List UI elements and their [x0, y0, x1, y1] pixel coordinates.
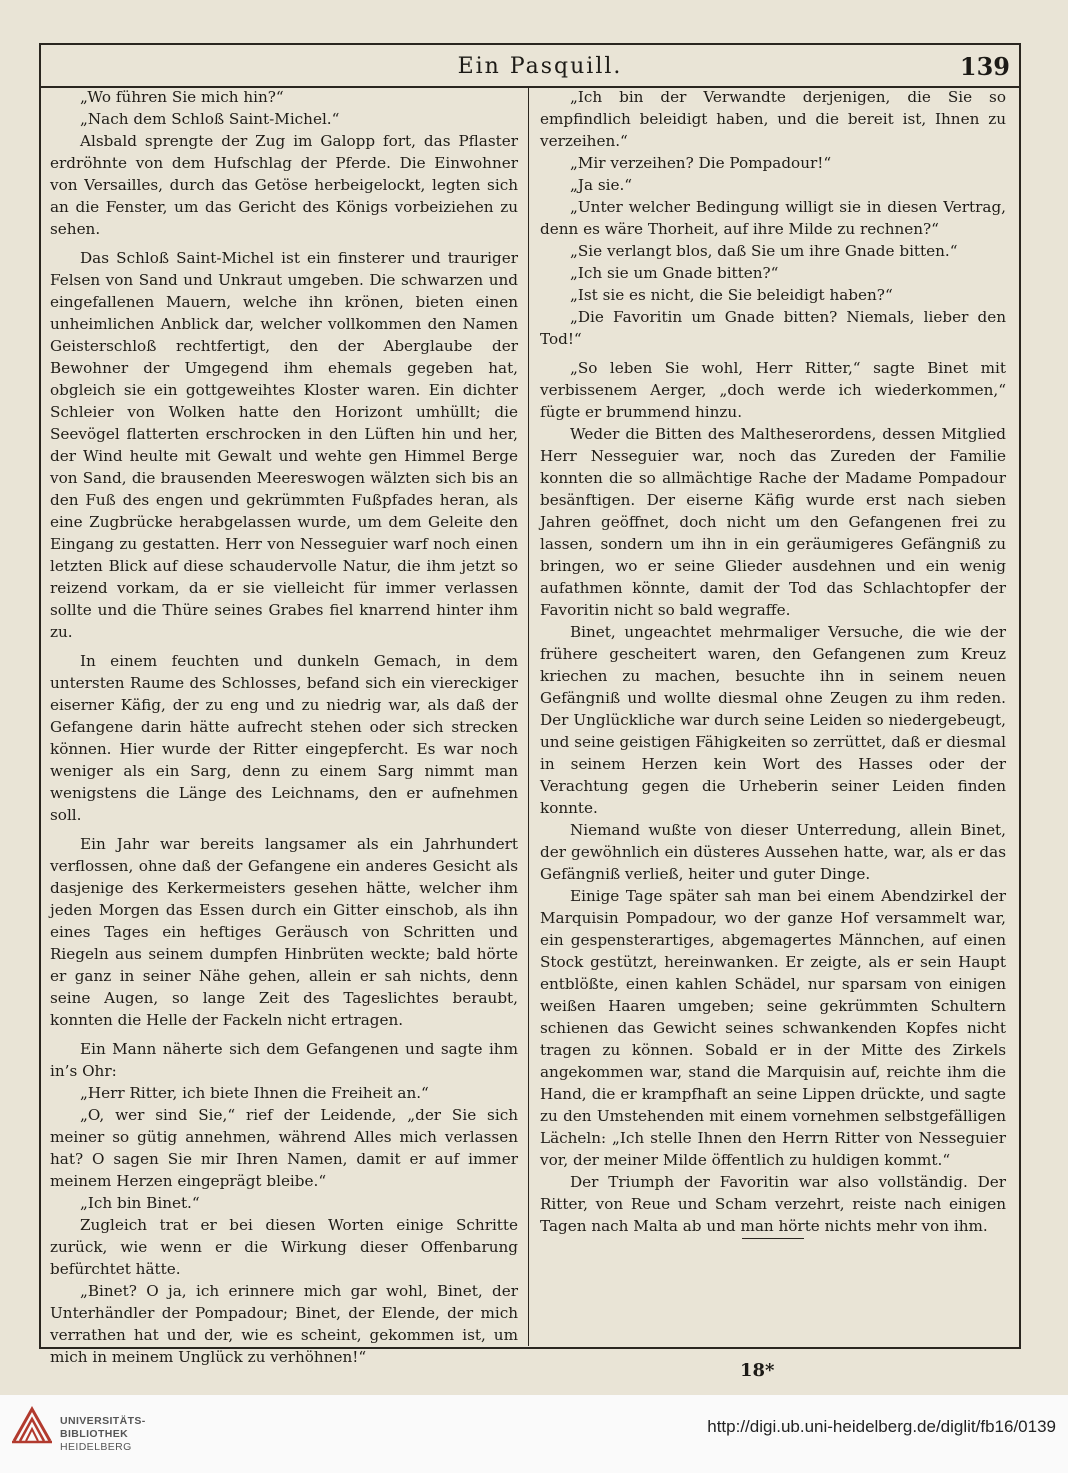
paragraph: Ein Jahr war bereits langsamer als ein Jahrhundert verflossen, ohne daß der Gefangene ein anderes Gesicht als dasjenige des Kerkermeisters gesehen hätte, welcher ihm jeden Morgen das Essen durch ein Gitter einschob, als ihn eines Tages ein heftiges Geräusch von Schritten und Riegeln aus seinem dumpfen Hinbrüten weckte; bald hörte er ganz in seiner Nähe gehen, allein er sah nichts, denn seine Augen, so lange Zeit des Tageslichtes beraubt, konnten die Helle der Fackeln nicht ertragen. [50, 835, 518, 1029]
paragraph: „O, wer sind Sie,“ rief der Leidende, „der Sie sich meiner so gütig annehmen, während Alles mich verlassen hat? O sagen Sie mir Ihren Namen, damit er auf immer meinem Herzen eingeprägt bleibe.“ [50, 1106, 518, 1190]
library-name-line2: BIBLIOTHEK [60, 1428, 129, 1440]
paragraph: „Nach dem Schloß Saint-Michel.“ [80, 110, 340, 128]
running-title: Ein Pasquill. [457, 54, 623, 79]
paragraph: „Sie verlangt blos, daß Sie um ihre Gnade bitten.“ [570, 242, 958, 260]
paragraph: „Unter welcher Bedingung willigt sie in diesen Vertrag, denn es wäre Thorheit, auf ihre Milde zu rechnen?“ [540, 198, 1006, 238]
paragraph: „Die Favoritin um Gnade bitten? Niemals, lieber den Tod!“ [540, 308, 1006, 348]
paragraph: Niemand wußte von dieser Unterredung, allein Binet, der gewöhnlich ein düsteres Aussehen hatte, war, als er das Gefängniß verließ, heiter und guter Dinge. [540, 821, 1006, 883]
paragraph: „Ich sie um Gnade bitten?“ [570, 264, 779, 282]
paragraph: In einem feuchten und dunkeln Gemach, in dem untersten Raume des Schlosses, befand sich ein viereckiger eiserner Käfig, der zu eng und zu niedrig war, als daß der Gefangene darin hätte aufrecht stehen oder sich strecken können. Hier wurde der Ritter eingepfercht. Es war noch weniger als ein Sarg, denn zu einem Sarg nimmt man wenigstens die Länge des Leichnams, den er aufnehmen soll. [50, 652, 518, 824]
paragraph: Alsbald sprengte der Zug im Galopp fort, das Pflaster erdröhnte von dem Hufschlag der Pferde. Die Einwohner von Versailles, durch das Getöse herbeigelockt, legten sich an die Fenster, um das Gericht des Königs vorbeiziehen zu sehen. [50, 132, 518, 238]
right-column [540, 86, 1006, 1237]
signature-mark: 18* [740, 1360, 775, 1381]
left-column [50, 86, 518, 1368]
paragraph: „Wo führen Sie mich hin?“ [80, 88, 284, 106]
paragraph: „Mir verzeihen? Die Pompadour!“ [570, 154, 832, 172]
paragraph: Binet, ungeachtet mehrmaliger Versuche, die wie der frühere gescheitert waren, den Gefangenen zum Kreuz kriechen zu machen, besuchte ihn in seinem neuen Gefängniß und wollte diesmal ohne Zeugen zu ihm reden. Der Unglückliche war durch seine Leiden so niedergebeugt, und seine geistigen Fähigkeiten so zerrüttet, daß er diesmal in seinem Herzen kein Wort des Hasses oder der Verachtung gegen die Urheberin seiner Leiden finden konnte. [540, 623, 1006, 817]
permalink-url[interactable]: http://digi.ub.uni-heidelberg.de/diglit/fb16/0139 [707, 1417, 1056, 1436]
paragraph: Ein Mann näherte sich dem Gefangenen und sagte ihm in’s Ohr: [50, 1040, 518, 1080]
paragraph: „So leben Sie wohl, Herr Ritter,“ sagte Binet mit verbissenem Aerger, „doch werde ich wiederkommen,“ fügte er brummend hinzu. [540, 359, 1006, 421]
library-name-line3: HEIDELBERG [60, 1441, 132, 1453]
paragraph: Einige Tage später sah man bei einem Abendzirkel der Marquisin Pompadour, wo der ganze Hof versammelt war, ein gespensterartiges, abgemagertes Männchen, auf einen Stock gestützt, hereinwanken. Er zeigte, als er sein Haupt entblößte, einen kahlen Schädel, nur sparsam von einigen weißen Haaren umgeben; seine gekrümmten Schultern schienen das Gewicht seines schwankenden Kopfes nicht tragen zu können. Sobald er in der Mitte des Zirkels angekommen war, stand die Marquisin auf, reichte ihm die Hand, die er krampfhaft an seine Lippen drückte, und sagte zu den Umstehenden mit einem vornehmen selbstgefälligen Lächeln: „Ich stelle Ihnen den Herrn Ritter von Nesseguier vor, der meiner Milde öffentlich zu huldigen kommt.“ [540, 887, 1006, 1169]
paragraph: Zugleich trat er bei diesen Worten einige Schritte zurück, wie wenn er die Wirkung dieser Offenbarung befürchtet hätte. [50, 1216, 518, 1278]
digitization-footer [0, 1395, 1068, 1473]
page-number: 139 [959, 52, 1010, 81]
paragraph: Das Schloß Saint-Michel ist ein finsterer und trauriger Felsen von Sand und Unkraut umgeben. Die schwarzen und eingefallenen Mauern, welche ihn krönen, bieten einen unheimlichen Anblick dar, welcher vollkommen den Namen Geisterschloß rechtfertigt, den der Aberglaube der Bewohner der Umgegend ihm ehemals gegeben hat, obgleich sie ein gottgeweihtes Kloster waren. Ein dichter Schleier von Wolken hatte den Horizont umhüllt; die Seevögel flatterten erschrocken in den Lüften hin und her, der Wind heulte mit Gewalt und wehte gen Himmel Berge von Sand, die brausenden Meereswogen wälzten sich bis an den Fuß des engen und gekrümmten Fußpfades heran, als eine Zugbrücke herabgelassen wurde, um dem Geleite den Eingang zu gestatten. Herr von Nesseguier warf noch einen letzten Blick auf diese schaudervolle Natur, die ihm jetzt so reizend vorkam, da er sie vielleicht für immer verlassen sollte und die Thüre seines Grabes fiel knarrend hinter ihm zu. [50, 249, 518, 641]
paragraph: Der Triumph der Favoritin war also vollständig. Der Ritter, von Reue und Scham verzehrt, reiste nach einigen Tagen nach Malta ab und man hörte nichts mehr von ihm. [540, 1173, 1006, 1235]
library-name-line1: UNIVERSITÄTS- [60, 1415, 146, 1427]
paragraph: Weder die Bitten des Maltheserordens, dessen Mitglied Herr Nesseguier war, noch das Zureden der Familie konnten die so allmächtige Rache der Madame Pompadour besänftigen. Der eiserne Käfig wurde erst nach sieben Jahren geöffnet, doch nicht um den Gefangenen frei zu lassen, sondern um ihn in ein geräumigeres Gefängniß zu bringen, wo er seine Glieder ausdehnen und ein wenig aufathmen könnte, damit der Tod das Schlachtopfer der Favoritin nicht so bald wegraffe. [540, 425, 1006, 619]
paragraph: „Ich bin der Verwandte derjenigen, die Sie so empfindlich beleidigt haben, und die bereit ist, Ihnen zu verzeihen.“ [540, 88, 1006, 150]
university-library-logo-icon [10, 1403, 54, 1445]
end-rule [742, 1238, 804, 1239]
paragraph: „Ich bin Binet.“ [80, 1194, 200, 1212]
paragraph: „Binet? O ja, ich erinnere mich gar wohl, Binet, der Unterhändler der Pompadour; Binet, der Elende, der mich verrathen hat und der, wie es scheint, gekommen ist, um mich in meinem Unglück zu verhöhnen!“ [50, 1282, 518, 1366]
paragraph: „Ja sie.“ [570, 176, 633, 194]
paragraph: „Ist sie es nicht, die Sie beleidigt haben?“ [570, 286, 893, 304]
paragraph: „Herr Ritter, ich biete Ihnen die Freiheit an.“ [80, 1084, 429, 1102]
column-divider [528, 86, 529, 1346]
